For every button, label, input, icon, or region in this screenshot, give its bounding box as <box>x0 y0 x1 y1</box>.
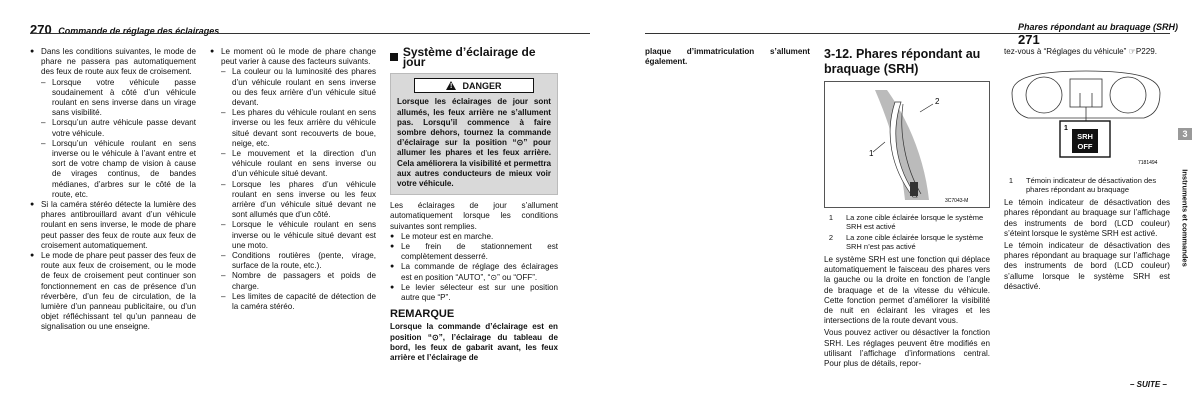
col1-dash-1: – Lorsque votre véhicule passe soudainement à côté d’un véhicule roulant en sens inverse dans un virage sans visibilité. <box>30 78 196 119</box>
column-1 <box>30 47 196 333</box>
col2-dash: – Les phares du véhicule roulant en sens inverse ou les feux arrière du véhicule situé devant sont recouverts de boue, neige, etc. <box>210 108 376 149</box>
zoom-callout-1: 1 <box>1064 125 1068 133</box>
callout-line-1 <box>873 142 885 152</box>
instrument-cluster-figure <box>1004 63 1168 168</box>
caption-number: 2 <box>828 233 834 242</box>
remark-text: Lorsque la commande d’éclairage est en position “⊙”, l’éclairage du tableau de bord, les feux de gabarit avant, les feux arrière et l’éclairage de <box>390 322 558 363</box>
indicator-paragraph-2: Le témoin indicateur de désactivation des phares répondant au braquage sur l’affichage des instruments de bord (LCD couleur) s’allume lorsque le système SRH est désactivé. <box>1004 241 1170 291</box>
column-3 <box>390 47 558 363</box>
drl-condition: ● Le levier sélecteur est sur une position autre que “P”. <box>390 283 558 303</box>
left-page-title: Commande de réglage des éclairages <box>58 26 220 36</box>
srh-paragraph-2: Vous pouvez activer ou désactiver la fonction SRH. Les réglages peuvent être modifiés en utilisant l’affichage d’informations central. Pour plus de détails, repor- <box>824 328 990 369</box>
caption-text: La zone cible éclairée lorsque le système SRH n’est pas activé <box>846 233 984 251</box>
column-4 <box>645 47 810 67</box>
drl-section-title <box>390 45 558 70</box>
srh-icon-label: SRH <box>1077 132 1093 142</box>
danger-text: Lorsque les éclairages de jour sont allumés, les feux arrière ne s’allument pas. Lorsqu’il commence à faire sombre dehors, tournez la commande d’éclairage sur la position “⊙” pour allumer les phares et les feux arrière. Cela améliorera la visibilité et permettra aux autres conducteurs de mieux voir votre véhicule. <box>397 97 551 189</box>
fig-callout-2: 2 <box>935 97 940 106</box>
caption-number: 1 <box>1008 176 1014 186</box>
remark-continuation: plaque d’immatriculation s’allument également. <box>645 47 810 67</box>
drl-intro: Les éclairages de jour s’allument automatiquement lorsque les conditions suivantes sont remplies. <box>390 201 558 231</box>
fig-code: 3C7043-M <box>945 198 969 204</box>
column-6 <box>1004 47 1170 292</box>
fig-caption <box>824 213 990 231</box>
road-curve <box>875 90 929 200</box>
fig-callout-1: 1 <box>869 149 874 158</box>
col1-dash-2: – Lorsqu’un autre véhicule passe devant votre véhicule. <box>30 118 196 138</box>
danger-box <box>390 73 558 195</box>
left-page-number: 270 <box>30 22 52 37</box>
col2-dash: – La couleur ou la luminosité des phares d’un véhicule roulant en sens inverse ou des feux arrière d’un véhicule situé devant. <box>210 67 376 108</box>
caption-text: Témoin indicateur de désactivation des phares répondant au braquage <box>1026 176 1157 195</box>
off-icon-label: OFF <box>1077 142 1093 152</box>
danger-label: DANGER <box>462 80 502 91</box>
col1-bullet-1: ● Dans les conditions suivantes, le mode de phare ne passera pas automatiquement des feux de route aux feux de croisement. <box>30 47 196 78</box>
right-page-title: Phares répondant au braquage (SRH) <box>1018 22 1179 32</box>
remark-title: REMARQUE <box>390 308 455 321</box>
fig-caption <box>824 233 990 251</box>
chapter-tab: 3 <box>1178 128 1192 140</box>
speedometer-dial <box>1026 77 1062 113</box>
col2-dash: – Lorsque le véhicule roulant en sens inverse ou le véhicule situé devant est une moto. <box>210 220 376 251</box>
fig-code: 7181494 <box>1138 160 1158 167</box>
col1-dash-3: – Lorsqu’un véhicule roulant en sens inverse ou le véhicule à l’avant entre et sort de votre champ de vision à cause de virages continus, de bandes médianes, d’arbres sur le côté de la route, etc. <box>30 139 196 200</box>
srh-paragraph-1: Le système SRH est une fonction qui déplace automatiquement le faisceau des phares vers la gauche ou la droite en fonction de l’angle de braquage et de la vitesse du véhicule. Cette fonction permet d’améliorer la visibilité de nuit en éclairant les virages et les intersections de la route devant vous. <box>824 255 990 326</box>
instrument-cluster-illustration <box>1004 63 1168 168</box>
srh-section-title: 3-12. Phares répondant au braquage (SRH) <box>824 47 981 76</box>
drl-condition: ● Le moteur est en marche. <box>390 232 558 242</box>
indicator-paragraph-1: Le témoin indicateur de désactivation des phares répondant au braquage sur l’affichage des instruments de bord (LCD couleur) s’éteint lorsque le système SRH est activé. <box>1004 198 1170 238</box>
col2-dash: – Nombre de passagers et poids de charge. <box>210 271 376 291</box>
right-page-number: 271 <box>1018 32 1040 47</box>
col2-bullet-1: ● Le moment où le mode de phare change peut varier à cause des facteurs suivants. <box>210 47 376 67</box>
right-header-rule <box>645 33 1170 34</box>
callout-line-2 <box>920 104 933 112</box>
danger-header <box>414 78 534 93</box>
col1-bullet-2: ● Si la caméra stéréo détecte la lumière des phares antibrouillard avant d’un véhicule roulant en sens inverse, le mode de phare peut passer des feux de route aux feux de croisement automatiquement. <box>30 200 196 251</box>
col1-bullet-3: ● Le mode de phare peut passer des feux de route aux feux de croisement, ou le mode de feux de croisement peut continuer son fonctionnement en cas de présence d’un réverbère, d’un feu de circulation, de la lumière d’un panneau publicitaire, ou d’un objet réfléchissant tel qu’un panneau de signalisation ou une enseigne. <box>30 251 196 333</box>
column-2 <box>210 47 376 312</box>
col2-dash: – Les limites de capacité de détection de la caméra stéréo. <box>210 292 376 312</box>
drl-title-text: Système d’éclairage de jour <box>402 45 536 70</box>
lcd-display <box>1070 79 1102 107</box>
col2-dash: – Conditions routières (pente, virage, surface de la route, etc.). <box>210 251 376 271</box>
settings-reference: tez-vous à “Réglages du véhicule” ☞P229. <box>1004 47 1158 56</box>
caption-text: La zone cible éclairée lorsque le système SRH est activé <box>846 213 984 231</box>
col2-dash: – Lorsque les phares d’un véhicule roulant en sens inverse ou les feux arrière d’un véhicule situé devant ne sont allumés que d’un côté. <box>210 180 376 221</box>
chapter-side-label <box>1171 148 1199 288</box>
srh-beam-illustration <box>825 82 989 207</box>
indicator-caption <box>1004 176 1170 194</box>
chapter-side-text: Instruments et commandes <box>1180 169 1190 267</box>
tachometer-dial <box>1110 77 1146 113</box>
drl-condition: ● Le frein de stationnement est complètement desserré. <box>390 242 558 262</box>
continued-marker: – SUITE – <box>1130 380 1167 389</box>
section-square-icon <box>390 53 398 61</box>
caption-number: 1 <box>828 213 834 222</box>
warning-triangle-icon <box>446 81 456 90</box>
left-header-rule <box>30 33 590 34</box>
column-5 <box>824 47 990 369</box>
vehicle-icon <box>910 182 918 196</box>
drl-condition: ● La commande de réglage des éclairages est en position “AUTO”, “⊙” ou “OFF”. <box>390 262 558 282</box>
col2-dash: – Le mouvement et la direction d’un véhicule roulant en sens inverse ou d’un véhicule situé devant. <box>210 149 376 180</box>
srh-beam-figure <box>824 81 990 208</box>
